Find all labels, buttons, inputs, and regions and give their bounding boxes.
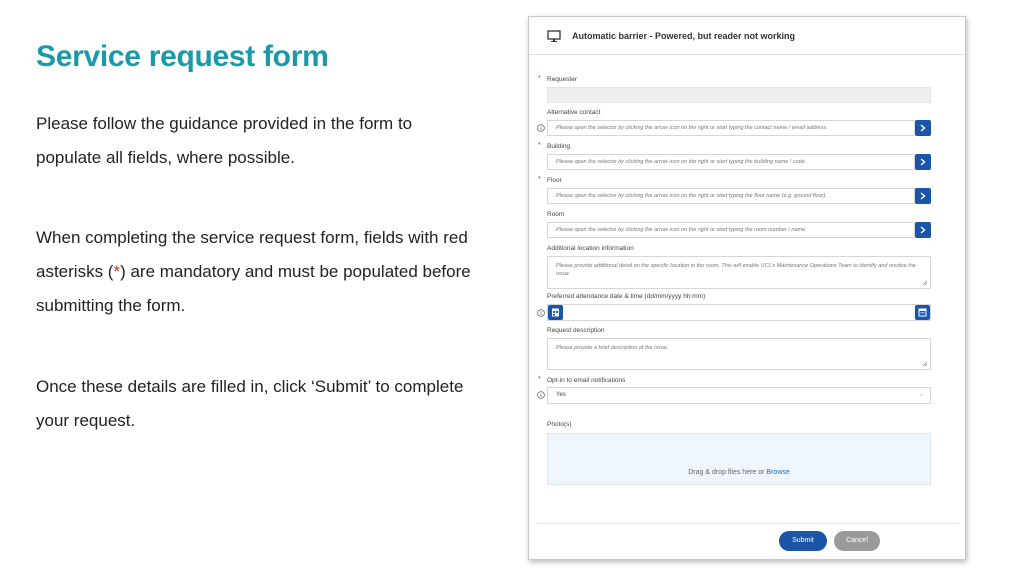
calendar-icon xyxy=(915,305,930,320)
room-input[interactable]: Please open the selector by clicking the arrow icon on the right or start typing the room number / name. xyxy=(547,222,915,238)
required-asterisk: * xyxy=(538,75,541,82)
building-input[interactable]: Please open the selector by clicking the arrow icon on the right or start typing the building name / code. xyxy=(547,154,915,170)
required-asterisk: * xyxy=(538,376,541,383)
mandatory-fields-paragraph xyxy=(36,221,476,323)
info-icon[interactable] xyxy=(537,309,545,317)
info-icon[interactable] xyxy=(537,124,545,132)
mandatory-text-start: When completing the service request form, fields with red asterisks ( xyxy=(36,228,468,281)
guidance-paragraph: Please follow the guidance provided in the form to populate all fields, where possible. xyxy=(36,114,413,167)
additional-location-label: Additional location information xyxy=(547,245,634,252)
cancel-button[interactable]: Cancel xyxy=(834,531,880,551)
building-selector-button[interactable] xyxy=(915,154,931,170)
alternative-contact-label: Alternative contact xyxy=(547,109,601,116)
chevron-right-icon xyxy=(920,226,926,234)
chevron-right-icon xyxy=(920,158,926,166)
floor-label: Floor xyxy=(547,177,562,184)
additional-location-placeholder: Please provide additional detail on the specific location in the room. This will enable UCL’s Maintenance Operations Team to identify and resolve the issue. xyxy=(556,263,916,277)
photos-label: Photo(s) xyxy=(547,421,572,428)
email-optin-label: Opt-in to email notifications xyxy=(547,377,626,384)
slide-title: Service request form xyxy=(36,40,329,73)
email-optin-value: Yes xyxy=(556,392,566,398)
info-icon[interactable] xyxy=(537,391,545,399)
required-asterisk: * xyxy=(538,142,541,149)
attendance-date-label: Preferred attendance date & time (dd/mm/yyyy hh:mm) xyxy=(547,293,706,300)
dropzone-text xyxy=(548,469,930,476)
submit-button[interactable]: Submit xyxy=(779,531,827,551)
date-picker-button[interactable] xyxy=(548,305,563,320)
calendar-icon xyxy=(548,305,563,320)
request-description-textarea[interactable] xyxy=(547,338,931,370)
request-description-placeholder: Please provide a brief description of the issue. xyxy=(556,345,669,351)
drop-instruction: Drag & drop files here or xyxy=(688,469,767,476)
form-title: Automatic barrier - Powered, but reader not working xyxy=(572,31,796,41)
requester-label: Requester xyxy=(547,76,577,83)
time-picker-button[interactable] xyxy=(915,305,930,320)
service-request-form-panel xyxy=(528,16,966,560)
floor-selector-button[interactable] xyxy=(915,188,931,204)
footer-divider xyxy=(537,523,959,524)
request-description-label: Request description xyxy=(547,327,605,334)
photo-dropzone[interactable] xyxy=(547,433,931,485)
room-label: Room xyxy=(547,211,565,218)
room-selector-button[interactable] xyxy=(915,222,931,238)
red-asterisk: * xyxy=(113,262,121,281)
alternative-contact-input[interactable]: Please open the selector by clicking the arrow icon on the right or start typing the contact name / email address. xyxy=(547,120,915,136)
email-optin-select[interactable] xyxy=(547,387,931,404)
building-label: Building xyxy=(547,143,571,150)
additional-location-textarea[interactable] xyxy=(547,256,931,289)
required-asterisk: * xyxy=(538,176,541,183)
resize-handle-icon[interactable] xyxy=(922,280,928,286)
submit-instruction-paragraph: Once these details are filled in, click ‘Submit’ to complete your request. xyxy=(36,377,464,430)
form-header xyxy=(529,17,965,55)
attendance-date-input[interactable] xyxy=(547,304,931,321)
chevron-right-icon xyxy=(920,124,926,132)
requester-field xyxy=(547,87,931,103)
monitor-icon xyxy=(547,30,561,42)
floor-input[interactable]: Please open the selector by clicking the arrow icon on the right or start typing the floor name (e.g. ground floor). xyxy=(547,188,915,204)
alternative-contact-selector-button[interactable] xyxy=(915,120,931,136)
chevron-down-icon: ⌄ xyxy=(918,392,924,398)
mandatory-text-end: ) are mandatory and must be populated before submitting the form. xyxy=(36,262,471,315)
chevron-right-icon xyxy=(920,192,926,200)
resize-handle-icon[interactable] xyxy=(922,361,928,367)
browse-link[interactable]: Browse xyxy=(766,469,790,476)
